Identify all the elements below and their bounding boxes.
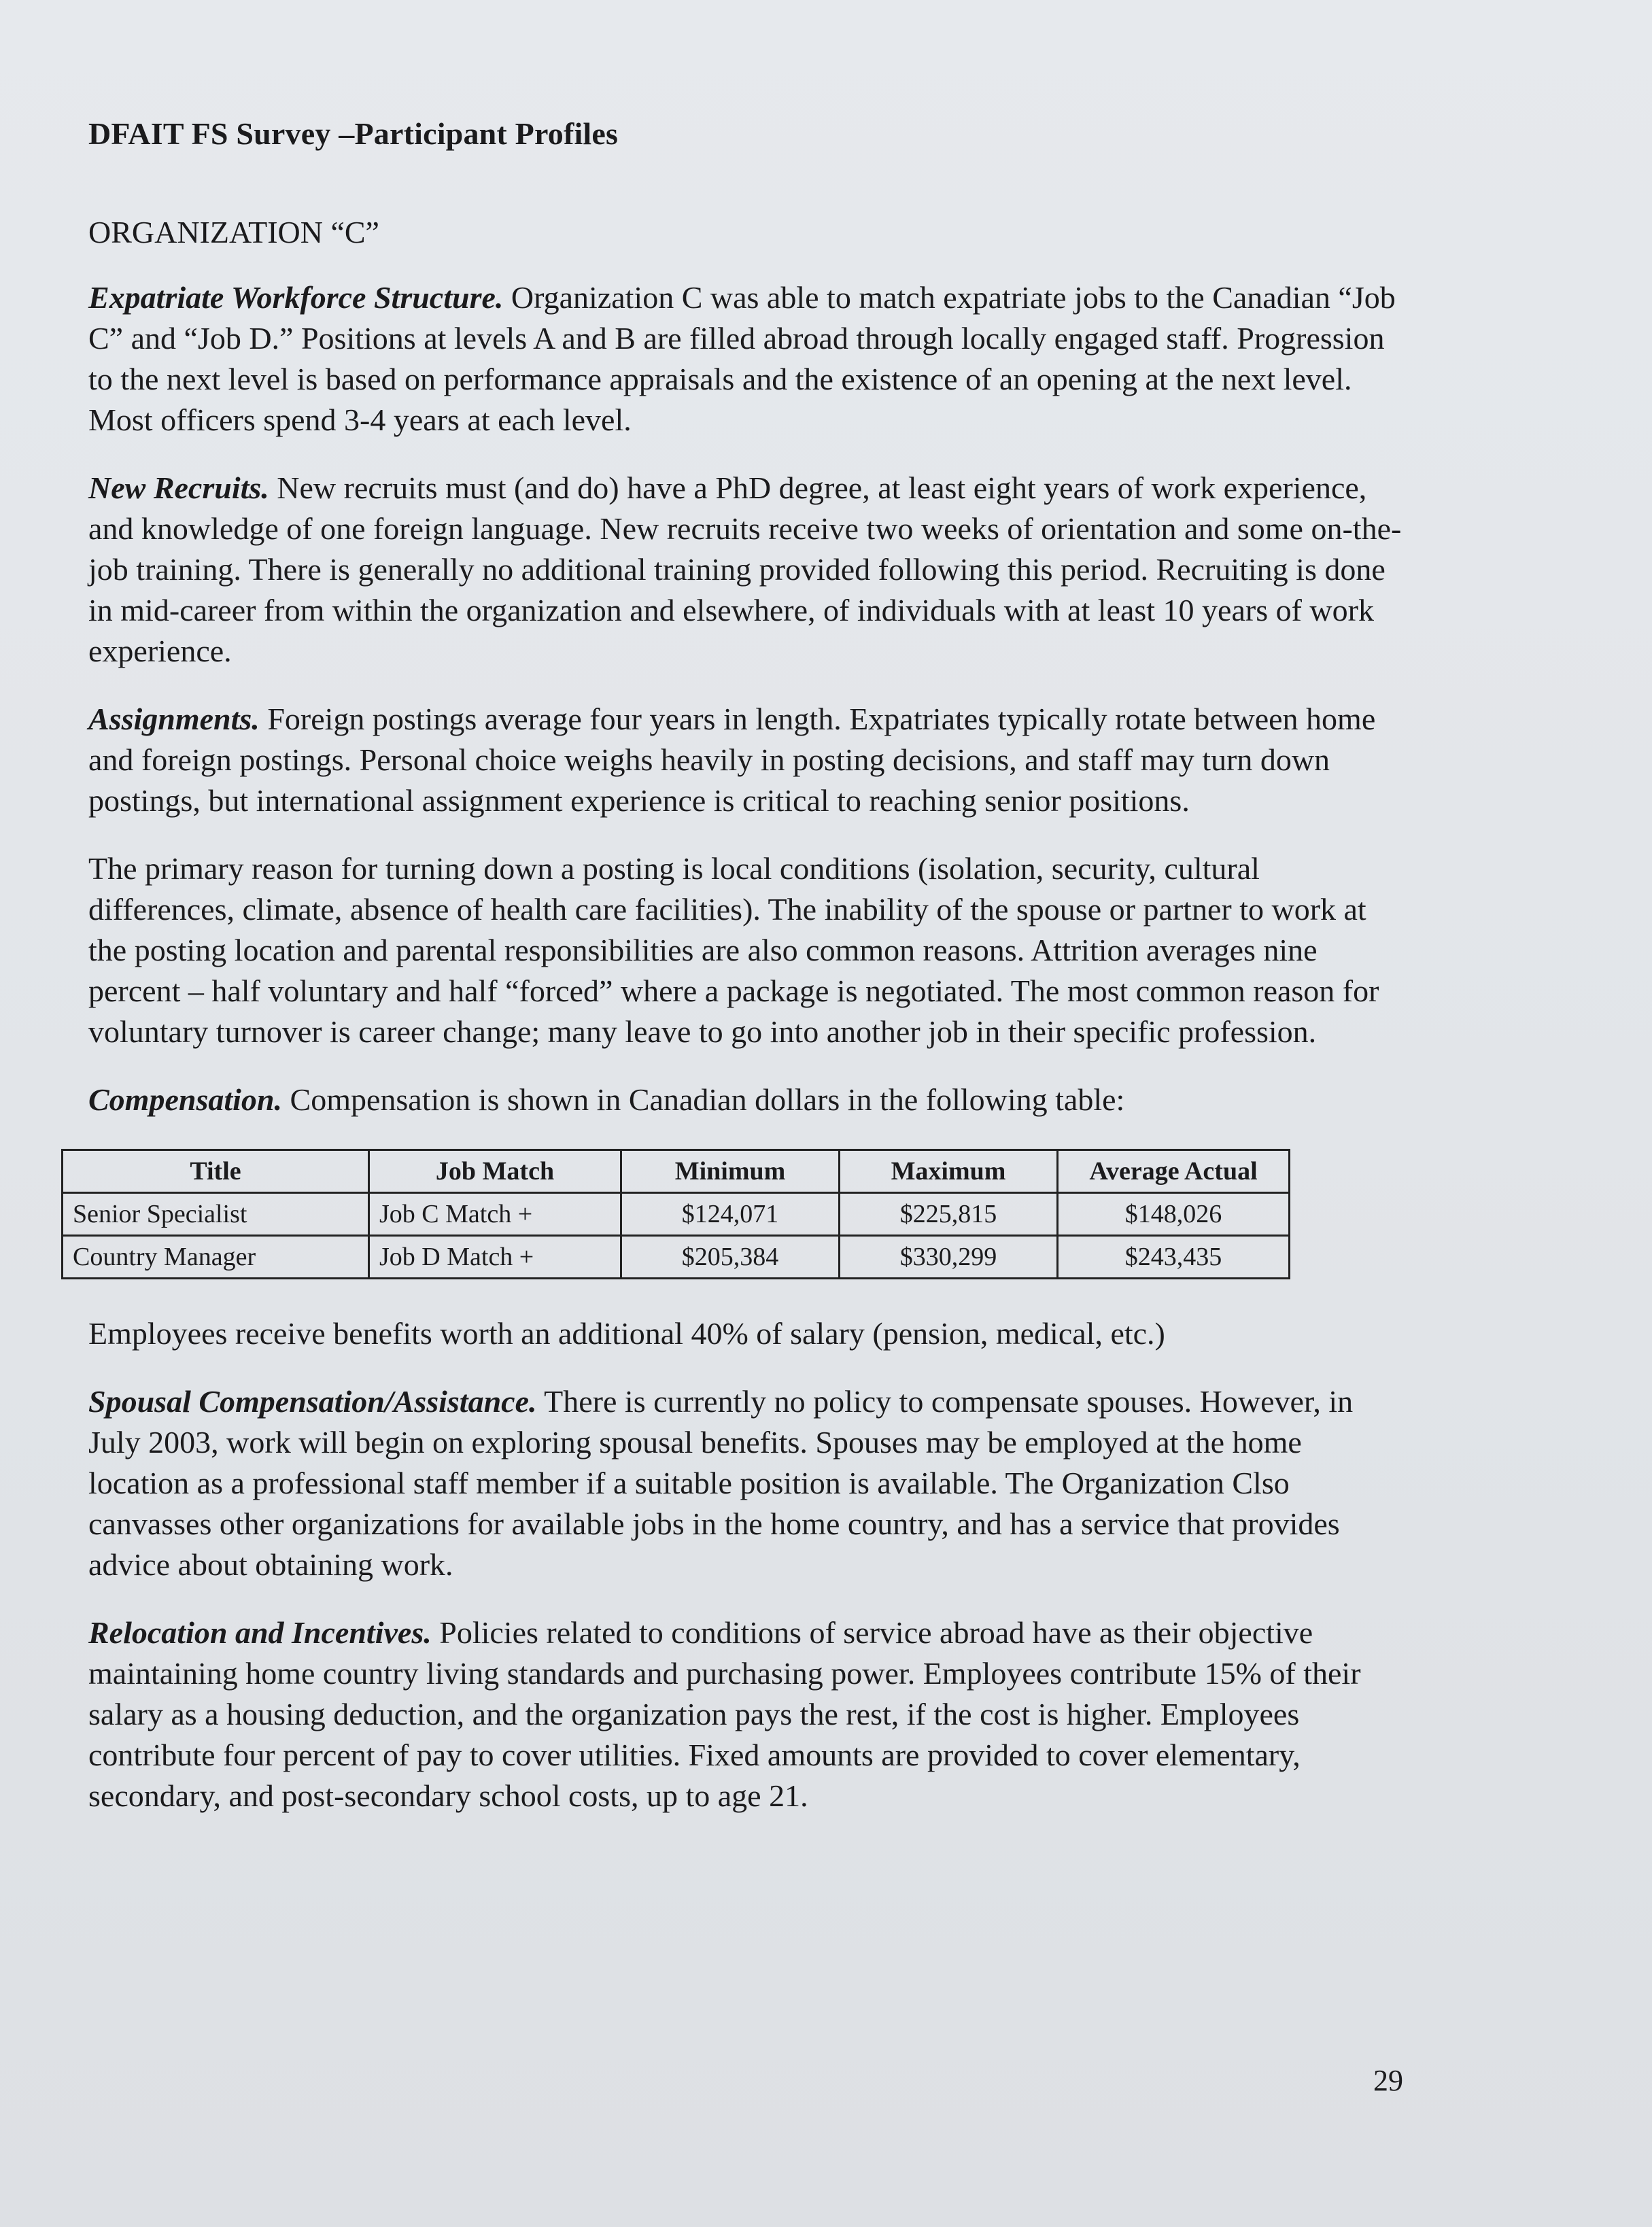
paragraph-turning-down: The primary reason for turning down a posting is local conditions (isolation, security, cultural differences, climate, absence of health care facilities). The inability of the spouse or partner to work at the posting location and parental responsibilities are also common reasons. Attrition averages nine percent – half voluntary and half “forced” where a package is negotiated. The most common reason for voluntary turnover is career change; many leave to go into another job in their specific profession.: [88, 851, 1379, 1049]
section-body: There is currently no policy to compensate spouses. However, in July 2003, work will begin on exploring spousal benefits. Spouses may be employed at the home location as a professional staff member if a suitable position is available. The Organization Clso canvasses other organizations for available jobs in the home country, and has a service that provides advice about obtaining work.: [88, 1384, 1354, 1582]
section-recruits: [88, 468, 1407, 672]
column-header-title: Title: [63, 1150, 369, 1193]
table-cell: $225,815: [840, 1193, 1058, 1236]
compensation-table: [61, 1149, 1290, 1279]
section-body: Organization C was able to match expatriate jobs to the Canadian “Job C” and “Job D.” Positions at levels A and B are filled abroad through locally engaged staff. Progression to the next level is based on performance appraisals and the existence of an opening at the next level. Most officers spend 3-4 years at each level.: [88, 280, 1396, 437]
column-header-average-actual: Average Actual: [1058, 1150, 1290, 1193]
section-body: Compensation is shown in Canadian dollars in the following table:: [282, 1082, 1125, 1117]
page-number: 29: [1373, 2064, 1403, 2097]
section-relocation: [88, 1612, 1407, 1816]
table-cell: $243,435: [1058, 1236, 1290, 1279]
table-cell: Job C Match +: [369, 1193, 621, 1236]
section-heading: Relocation and Incentives.: [88, 1615, 432, 1650]
table-cell: Senior Specialist: [63, 1193, 369, 1236]
section-body: Foreign postings average four years in length. Expatriates typically rotate between home and foreign postings. Personal choice weighs heavily in posting decisions, and staff may turn down postings, but international assignment experience is critical to reaching senior positions.: [88, 702, 1376, 818]
organization-heading: ORGANIZATION “C”: [88, 215, 379, 249]
page-title: DFAIT FS Survey –Participant Profiles: [88, 116, 619, 151]
section-compensation: [88, 1080, 1407, 1120]
column-header-maximum: Maximum: [840, 1150, 1058, 1193]
table-cell: Job D Match +: [369, 1236, 621, 1279]
section-heading: New Recruits.: [88, 470, 269, 505]
column-header-job-match: Job Match: [369, 1150, 621, 1193]
section-heading: Expatriate Workforce Structure.: [88, 280, 504, 315]
table-cell: Country Manager: [63, 1236, 369, 1279]
section-body: New recruits must (and do) have a PhD degree, at least eight years of work experience, and knowledge of one foreign language. New recruits receive two weeks of orientation and some on-the-job training. There is generally no additional training provided following this period. Recruiting is done in mid-career from within the organization and elsewhere, of individuals with at least 10 years of work experience.: [88, 470, 1402, 668]
paragraph-benefits: Employees receive benefits worth an additional 40% of salary (pension, medical, etc.): [88, 1316, 1165, 1351]
section-body: Policies related to conditions of service abroad have as their objective maintaining home country living standards and purchasing power. Employees contribute 15% of their salary as a housing deduction, and the organization pays the rest, if the cost is higher. Employees contribute four percent of pay to cover utilities. Fixed amounts are provided to cover elementary, secondary, and post-secondary school costs, up to age 21.: [88, 1615, 1361, 1813]
section-assignments: [88, 699, 1407, 821]
table-cell: $330,299: [840, 1236, 1058, 1279]
document-body: [73, 116, 1407, 1816]
column-header-minimum: Minimum: [621, 1150, 840, 1193]
section-heading: Compensation.: [88, 1082, 283, 1117]
table-header-row: [63, 1150, 1290, 1193]
table-row: [63, 1193, 1290, 1236]
section-heading: Spousal Compensation/Assistance.: [88, 1384, 537, 1419]
table-cell: $148,026: [1058, 1193, 1290, 1236]
section-heading: Assignments.: [88, 702, 260, 736]
table-cell: $205,384: [621, 1236, 840, 1279]
section-expatriate: [88, 277, 1407, 441]
table-cell: $124,071: [621, 1193, 840, 1236]
section-spousal: [88, 1381, 1407, 1585]
table-row: [63, 1236, 1290, 1279]
